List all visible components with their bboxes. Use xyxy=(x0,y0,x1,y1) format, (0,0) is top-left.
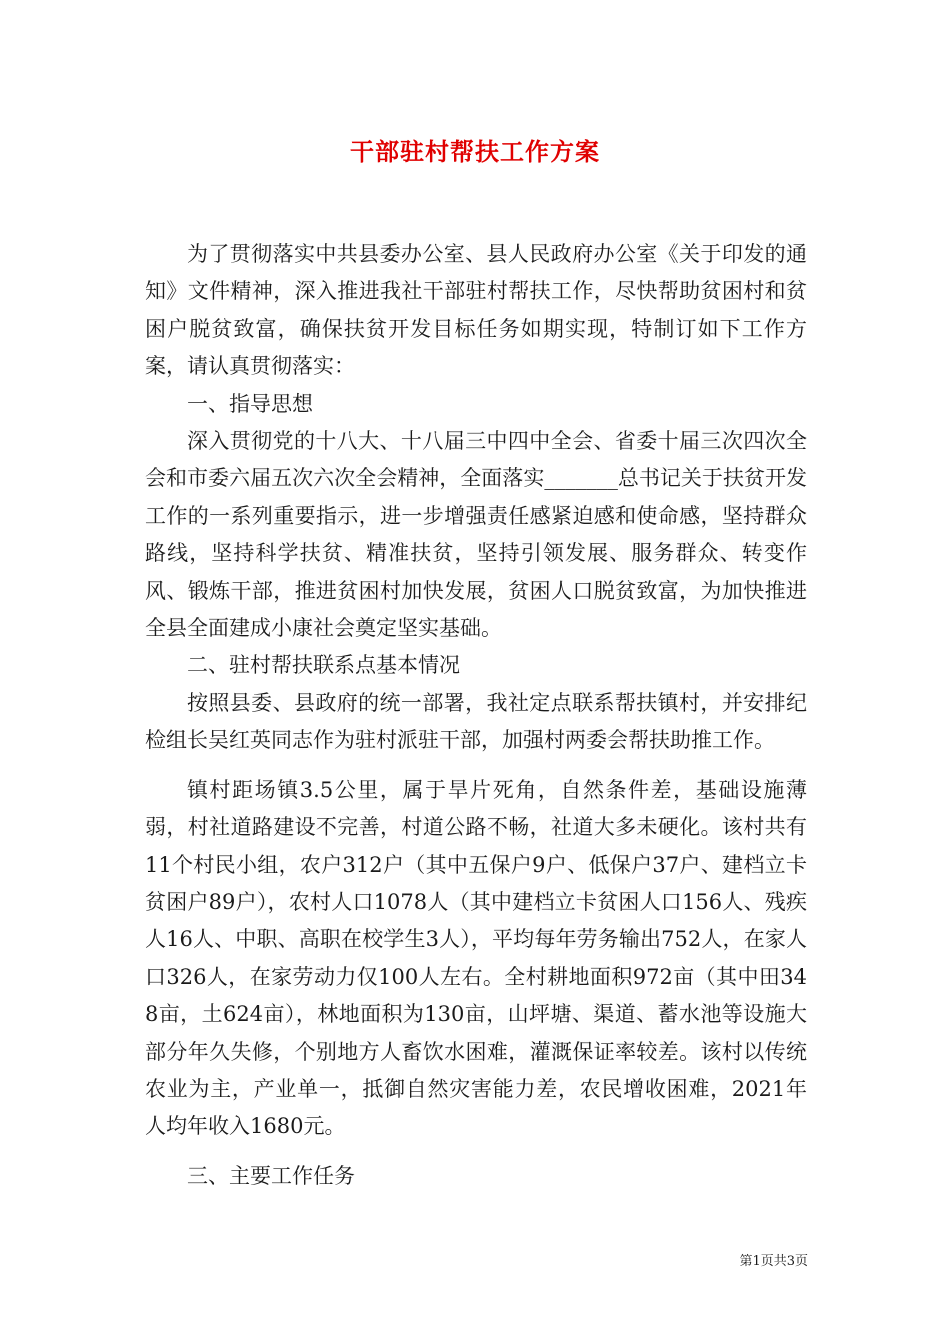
village-situation-paragraph: 镇村距场镇3.5公里，属于旱片死角，自然条件差，基础设施薄弱，村社道路建设不完善，村道公路不畅，社道大多未硬化。该村共有11个村民小组，农户312户（其中五保户9户、低保户37户、建档立卡贫困户89户），农村人口1078人（其中建档立卡贫困人口156人、残疾人16人、中职、高职在校学生3人），平均每年劳务输出752人，在家人口326人，在家劳动力仅100人左右。全村耕地面积972亩（其中田348亩，土624亩），林地面积为130亩，山坪塘、渠道、蓄水池等设施大部分年久失修，个别地方人畜饮水困难，灌溉保证率较差。该村以传统农业为主，产业单一，抵御自然灾害能力差，农民增收困难，2021年人均年收入1680元。 xyxy=(145,777,807,1139)
guiding-ideology-paragraph: 深入贯彻党的十八大、十八届三中四中全会、省委十届三次四次全会和市委六届五次六次全会精神，全面落实_______总书记关于扶贫开发工作的一系列重要指示，进一步增强责任感紧迫感和使命感，坚持群众路线，坚持科学扶贫、精准扶贫，坚持引领发展、服务群众、转变作风、锻炼干部，推进贫困村加快发展，贫困人口脱贫致富，为加快推进全县全面建成小康社会奠定坚实基础。 xyxy=(145,429,807,641)
section-heading-basic-situation: 二、驻村帮扶联系点基本情况 xyxy=(187,653,460,678)
section-heading-guiding-ideology: 一、指导思想 xyxy=(187,391,313,416)
intro-paragraph: 为了贯彻落实中共县委办公室、县人民政府办公室《关于印发的通知》文件精神，深入推进我社干部驻村帮扶工作，尽快帮助贫困村和贫困户脱贫致富，确保扶贫开发目标任务如期实现，特制订如下工作方案，请认真贯彻落实： xyxy=(145,242,807,379)
section-heading-main-tasks: 三、主要工作任务 xyxy=(187,1163,355,1188)
document-body xyxy=(145,236,807,1195)
page-number: 第1页共3页 xyxy=(739,1254,808,1269)
deployment-paragraph: 按照县委、县政府的统一部署，我社定点联系帮扶镇村，并安排纪检组长吴红英同志作为驻村派驻干部，加强村两委会帮扶助推工作。 xyxy=(145,690,807,753)
document-title: 干部驻村帮扶工作方案 xyxy=(350,137,600,166)
